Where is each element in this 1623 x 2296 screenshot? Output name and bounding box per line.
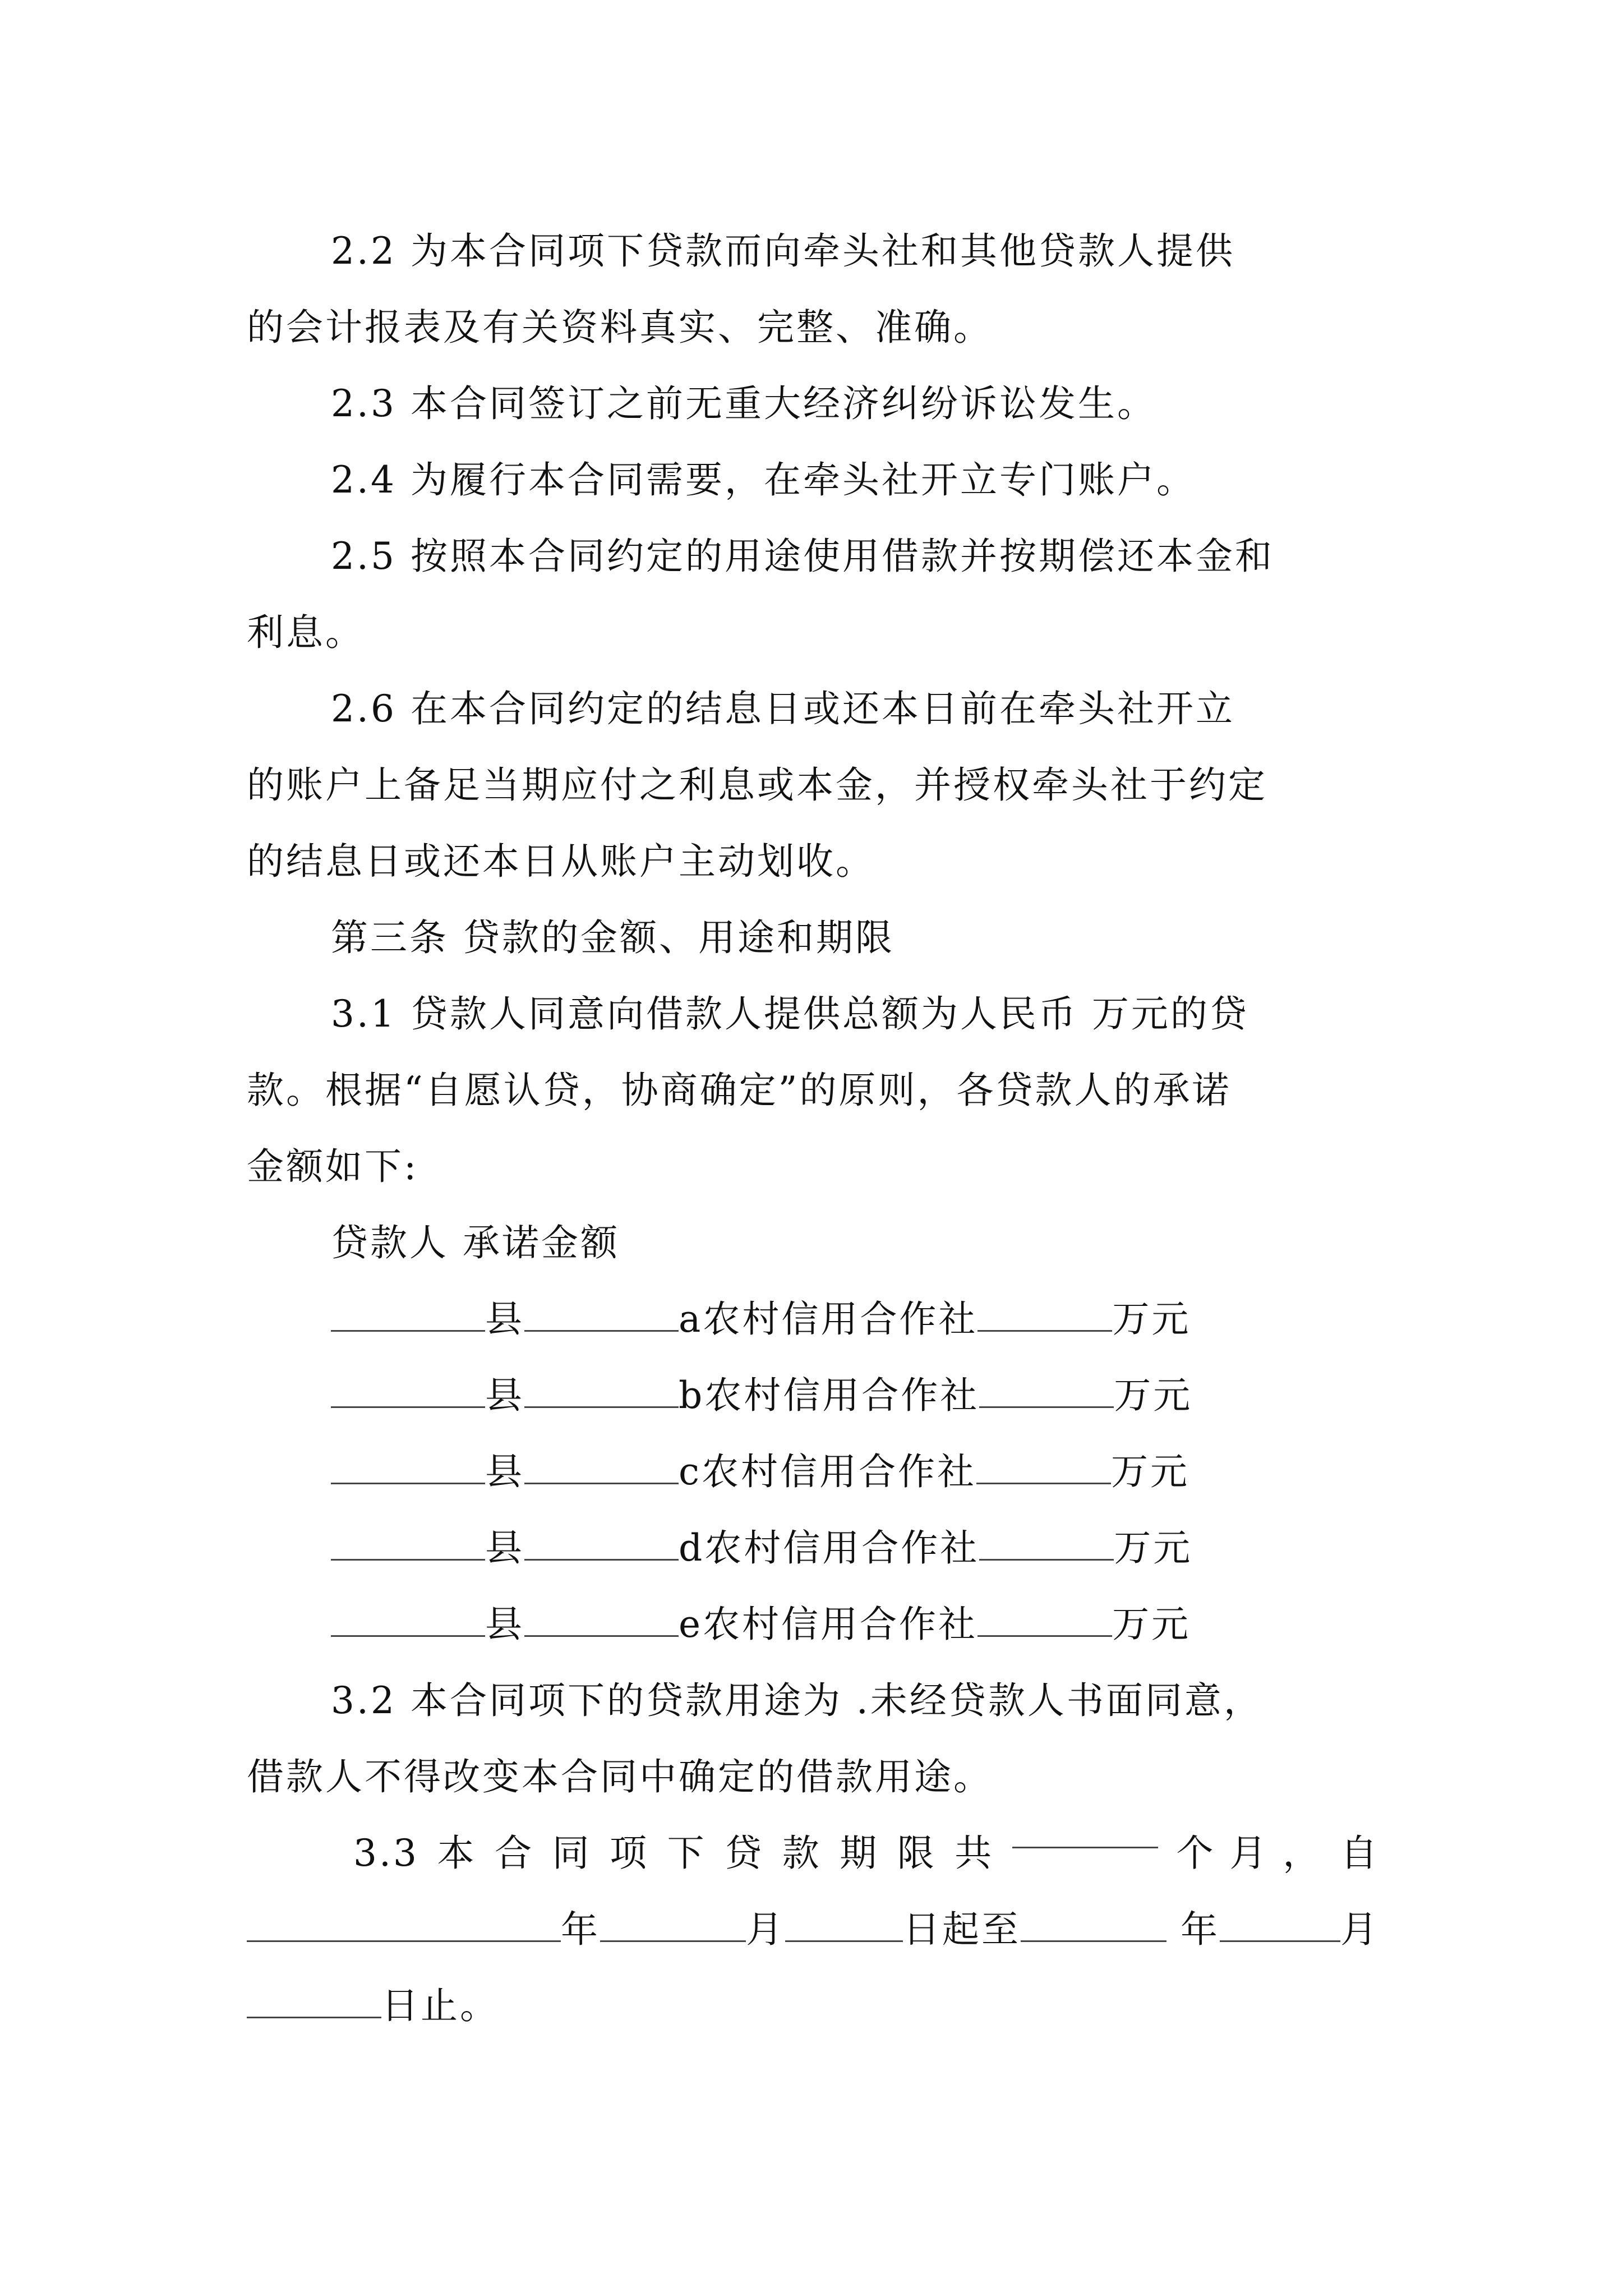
paragraph-2-6-line-2: 的账户上备足当期应付之利息或本金，并授权牵头社于约定 (247, 763, 1267, 807)
paragraph-2-2-line-1: 2.2 为本合同项下贷款而向牵头社和其他贷款人提供 (331, 229, 1235, 273)
county-name-blank[interactable] (331, 1299, 485, 1332)
paragraph-3-3-line-3 (247, 1968, 1380, 2044)
month-label-2: 月 (1340, 1908, 1380, 1951)
article-3-heading: 第三条 贷款的金额、用途和期限 (331, 916, 895, 959)
paragraph-2-4: 2.4 为履行本合同需要，在牵头社开立专门账户。 (331, 458, 1196, 501)
year-label: 年 (561, 1908, 600, 1951)
amount-blank[interactable] (978, 1299, 1112, 1332)
unit-label: 万元 (1110, 1450, 1189, 1493)
lender-letter: e (679, 1603, 703, 1646)
months-label: 个 月 ， (1176, 1832, 1322, 1875)
start-day-blank[interactable] (785, 1909, 903, 1942)
term-word: 款 (782, 1832, 822, 1875)
county-name-blank-2[interactable] (524, 1527, 679, 1561)
lender-table-header: 贷款人 承诺金额 (331, 1221, 620, 1264)
amount-blank[interactable] (978, 1604, 1112, 1637)
paragraph-2-5-line-2: 利息。 (247, 611, 365, 654)
paragraph-3-3-line-1 (247, 1815, 1380, 1892)
county-label: 县 (485, 1450, 524, 1493)
paragraph-2-6-line-1: 2.6 在本合同约定的结息日或还本日前在牵头社开立 (331, 687, 1235, 730)
unit-label: 万元 (1112, 1603, 1191, 1646)
lender-name: 农村信用合作社 (703, 1297, 978, 1341)
term-word: 期 (840, 1832, 879, 1875)
county-label: 县 (485, 1374, 524, 1417)
paragraph-3-2-line-1: 3.2 本合同项下的贷款用途为 .未经贷款人书面同意， (331, 1679, 1263, 1722)
lender-row (247, 1434, 1380, 1510)
paragraph-2-2-line-2: 的会计报表及有关资料真实、完整、准确。 (247, 306, 993, 349)
county-label: 县 (485, 1526, 524, 1570)
term-word: 同 (552, 1832, 592, 1875)
unit-label: 万元 (1114, 1526, 1193, 1570)
term-word: 限 (897, 1832, 937, 1875)
lender-letter: c (679, 1450, 702, 1493)
lender-name: 农村信用合作社 (703, 1603, 978, 1646)
term-word: 3.3 (353, 1832, 419, 1875)
term-word: 贷 (725, 1832, 764, 1875)
paragraph-2-3: 2.3 本合同签订之前无重大经济纠纷诉讼发生。 (331, 382, 1156, 425)
amount-blank[interactable] (979, 1527, 1114, 1561)
end-year-blank[interactable] (1021, 1909, 1166, 1942)
paragraph-2-5-line-1: 2.5 按照本合同约定的用途使用借款并按期偿还本金和 (331, 535, 1274, 578)
paragraph-3-1-line-2: 款。根据“自愿认贷，协商确定”的原则，各贷款人的承诺 (247, 1069, 1232, 1112)
start-year-blank[interactable] (247, 1909, 561, 1942)
lender-list (247, 1281, 1380, 1663)
lender-letter: a (679, 1297, 703, 1341)
paragraph-2-6-line-3: 的结息日或还本日从账户主动划收。 (247, 840, 875, 883)
lender-row (247, 1510, 1380, 1586)
lender-row (247, 1586, 1380, 1663)
lender-letter: d (679, 1526, 705, 1570)
lender-name: 农村信用合作社 (701, 1450, 976, 1493)
amount-blank[interactable] (979, 1375, 1114, 1408)
start-month-blank[interactable] (600, 1909, 746, 1942)
county-name-blank-2[interactable] (524, 1604, 679, 1637)
term-word: 合 (495, 1832, 534, 1875)
term-word: 本 (437, 1832, 477, 1875)
lender-row (247, 1281, 1380, 1358)
county-name-blank[interactable] (331, 1604, 485, 1637)
term-word: 共 (955, 1832, 994, 1875)
unit-label: 万元 (1112, 1297, 1191, 1341)
from-label: 自 (1340, 1832, 1380, 1875)
term-word: 项 (610, 1832, 649, 1875)
end-month-blank[interactable] (1220, 1909, 1340, 1942)
lender-letter: b (679, 1374, 705, 1417)
county-name-blank-2[interactable] (524, 1451, 679, 1484)
month-label: 月 (746, 1908, 785, 1951)
county-name-blank[interactable] (331, 1527, 485, 1561)
paragraph-3-2-line-2: 借款人不得改变本合同中确定的借款用途。 (247, 1755, 993, 1798)
months-blank[interactable] (1012, 1815, 1158, 1848)
county-label: 县 (485, 1603, 524, 1646)
lender-name: 农村信用合作社 (704, 1526, 980, 1570)
amount-blank[interactable] (976, 1451, 1111, 1484)
year-label-2: 年 (1180, 1908, 1220, 1951)
day-end-label: 日止。 (381, 1984, 499, 2027)
paragraph-3-1-line-1: 3.1 贷款人同意向借款人提供总额为人民币 万元的贷 (331, 992, 1249, 1036)
term-word: 下 (667, 1832, 707, 1875)
county-name-blank[interactable] (331, 1375, 485, 1408)
county-label: 县 (485, 1297, 524, 1341)
paragraph-3-1-line-3: 金额如下: (247, 1145, 419, 1188)
end-day-blank[interactable] (247, 1985, 381, 2018)
day-start-label: 日起至 (903, 1908, 1021, 1951)
county-name-blank[interactable] (331, 1451, 485, 1484)
lender-name: 农村信用合作社 (704, 1374, 980, 1417)
county-name-blank-2[interactable] (524, 1299, 679, 1332)
lender-row (247, 1358, 1380, 1434)
document-page (247, 213, 1380, 2044)
unit-label: 万元 (1114, 1374, 1193, 1417)
paragraph-3-3-line-2 (247, 1892, 1380, 1968)
county-name-blank-2[interactable] (524, 1375, 679, 1408)
